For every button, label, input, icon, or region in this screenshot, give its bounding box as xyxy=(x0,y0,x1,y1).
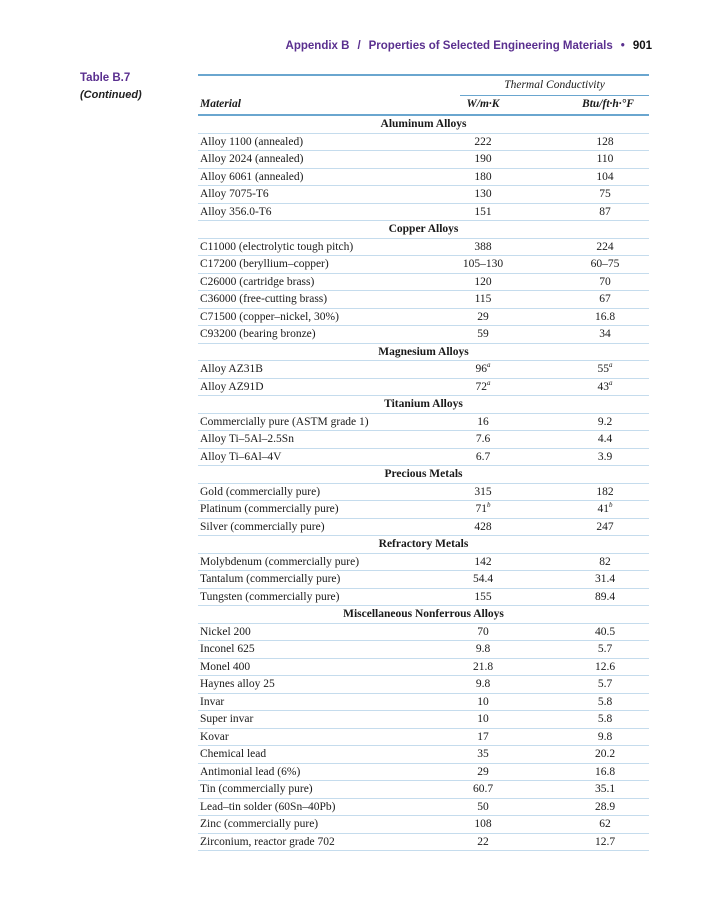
table-row xyxy=(198,361,649,379)
si-value: 130 xyxy=(474,188,492,200)
table-row xyxy=(198,239,649,257)
si-value: 17 xyxy=(477,730,489,743)
footnote-marker: a xyxy=(609,361,613,370)
si-value-cell xyxy=(448,746,518,764)
material-cell: Tantalum (commercially pure) xyxy=(200,573,341,585)
si-value-cell xyxy=(448,449,518,467)
group-heading: Precious Metals xyxy=(198,466,649,484)
si-value: 22 xyxy=(477,835,489,848)
si-value: 9.8 xyxy=(475,678,491,690)
si-value-cell xyxy=(448,624,518,642)
us-value-cell xyxy=(570,659,640,677)
material-cell: Alloy 356.0-T6 xyxy=(200,205,272,218)
si-value-cell xyxy=(448,676,518,694)
us-value-cell xyxy=(570,431,640,449)
us-value: 82 xyxy=(599,555,611,568)
si-value-cell xyxy=(448,274,518,292)
us-value-cell xyxy=(570,676,640,694)
material-cell: Alloy AZ31B xyxy=(200,363,263,375)
si-value-cell xyxy=(448,571,518,589)
table-row xyxy=(198,729,649,747)
us-value-cell xyxy=(570,781,640,799)
si-value: 428 xyxy=(474,520,492,533)
si-value-cell xyxy=(448,694,518,712)
us-value-cell xyxy=(570,256,640,274)
si-value-cell xyxy=(448,309,518,327)
us-value-cell xyxy=(570,484,640,502)
header-separator: / xyxy=(357,40,361,52)
material-cell: Chemical lead xyxy=(200,748,267,760)
us-value: 34 xyxy=(599,328,611,340)
us-value: 3.9 xyxy=(597,450,613,463)
si-value-cell xyxy=(448,169,518,187)
us-value: 28.9 xyxy=(594,800,616,813)
table-row xyxy=(198,694,649,712)
us-value: 5.8 xyxy=(597,713,613,725)
material-cell: Alloy Ti–6Al–4V xyxy=(200,450,282,463)
si-value: 10 xyxy=(477,695,489,708)
table-row xyxy=(198,746,649,764)
si-value: 120 xyxy=(474,275,492,288)
us-value: 5.8 xyxy=(597,695,613,708)
si-value: 29 xyxy=(477,765,489,778)
si-value: 180 xyxy=(474,170,492,183)
material-cell: Nickel 200 xyxy=(200,625,251,638)
group-heading: Magnesium Alloys xyxy=(198,344,649,362)
us-value-cell xyxy=(570,326,640,344)
group-heading: Copper Alloys xyxy=(198,221,649,239)
material-cell: Antimonial lead (6%) xyxy=(200,765,301,778)
table-row xyxy=(198,624,649,642)
table-row xyxy=(198,151,649,169)
us-value-cell xyxy=(570,379,640,397)
material-cell: Zinc (commercially pure) xyxy=(200,818,319,830)
si-value-cell xyxy=(448,239,518,257)
si-value: 70 xyxy=(477,625,489,638)
us-value-cell xyxy=(570,361,640,379)
material-cell: Alloy 6061 (annealed) xyxy=(200,170,304,183)
us-value-cell xyxy=(570,519,640,537)
us-value-cell xyxy=(570,501,640,519)
si-value: 155 xyxy=(474,590,492,603)
table-row xyxy=(198,431,649,449)
us-value: 87 xyxy=(599,205,611,218)
table-row xyxy=(198,169,649,187)
table-row xyxy=(198,379,649,397)
si-value-cell xyxy=(448,256,518,274)
material-cell: Gold (commercially pure) xyxy=(200,485,321,498)
si-value: 16 xyxy=(477,415,489,428)
table-row xyxy=(198,414,649,432)
us-value-cell xyxy=(570,169,640,187)
si-value: 35 xyxy=(477,748,489,760)
si-value: 54.4 xyxy=(472,573,494,585)
table-row xyxy=(198,309,649,327)
us-value: 5.7 xyxy=(597,678,613,690)
material-cell: Alloy AZ91D xyxy=(200,380,264,393)
footnote-marker: a xyxy=(487,361,491,370)
si-value: 151 xyxy=(474,205,492,218)
us-value: 31.4 xyxy=(594,573,616,585)
us-value: 40.5 xyxy=(594,625,616,638)
us-value: 247 xyxy=(596,520,614,533)
material-cell: Alloy Ti–5Al–2.5Sn xyxy=(200,433,294,445)
us-value-cell xyxy=(570,151,640,169)
si-value: 71 xyxy=(475,503,487,515)
us-value-cell xyxy=(570,309,640,327)
si-value-cell xyxy=(448,781,518,799)
thermal-conductivity-header: Thermal Conductivity xyxy=(504,79,605,91)
us-value: 55 xyxy=(597,363,609,375)
table-body xyxy=(198,116,649,851)
us-value: 182 xyxy=(596,485,614,498)
group-heading: Refractory Metals xyxy=(198,536,649,554)
table-row xyxy=(198,291,649,309)
us-value-cell xyxy=(570,711,640,729)
footnote-marker: a xyxy=(487,378,491,387)
si-value: 72 xyxy=(475,380,487,393)
table-label: Table B.7 xyxy=(80,72,131,84)
header-bullet: • xyxy=(620,40,625,52)
material-cell: C93200 (bearing bronze) xyxy=(200,328,316,340)
us-value: 70 xyxy=(599,275,611,288)
si-value-cell xyxy=(448,501,518,519)
material-cell: Haynes alloy 25 xyxy=(200,678,275,690)
us-value: 12.6 xyxy=(594,660,616,673)
si-value-cell xyxy=(448,204,518,222)
us-value-cell xyxy=(570,746,640,764)
us-value: 67 xyxy=(599,293,611,305)
material-cell: C26000 (cartridge brass) xyxy=(200,275,315,288)
material-cell: Alloy 2024 (annealed) xyxy=(200,153,304,165)
material-cell: Alloy 7075-T6 xyxy=(200,188,269,200)
us-value: 16.8 xyxy=(594,310,616,323)
si-value: 9.8 xyxy=(475,643,491,655)
footnote-marker: b xyxy=(609,501,613,510)
us-value: 41 xyxy=(597,503,609,515)
us-value-cell xyxy=(570,414,640,432)
si-value-cell xyxy=(448,431,518,449)
appendix-label: Appendix B xyxy=(285,40,350,52)
us-value-cell xyxy=(570,291,640,309)
material-cell: Tin (commercially pure) xyxy=(200,783,313,795)
us-unit-column-header: Btu/ft·h·°F xyxy=(582,98,634,110)
table-row xyxy=(198,326,649,344)
si-value: 60.7 xyxy=(472,783,494,795)
us-value: 9.8 xyxy=(597,730,613,743)
us-value-cell xyxy=(570,834,640,852)
si-value-cell xyxy=(448,659,518,677)
material-cell: Molybdenum (commercially pure) xyxy=(200,555,360,568)
si-value-cell xyxy=(448,764,518,782)
us-value: 9.2 xyxy=(597,415,613,428)
us-value: 60–75 xyxy=(590,258,620,270)
si-value-cell xyxy=(448,361,518,379)
si-value-cell xyxy=(448,816,518,834)
table-row xyxy=(198,449,649,467)
us-value-cell xyxy=(570,134,640,152)
si-value: 115 xyxy=(474,293,492,305)
si-value-cell xyxy=(448,711,518,729)
material-cell: Platinum (commercially pure) xyxy=(200,503,339,515)
si-value: 21.8 xyxy=(472,660,494,673)
us-value: 224 xyxy=(596,240,614,253)
table-row xyxy=(198,659,649,677)
table-row xyxy=(198,571,649,589)
si-value-cell xyxy=(448,729,518,747)
si-value: 315 xyxy=(474,485,492,498)
table-row xyxy=(198,204,649,222)
si-value-cell xyxy=(448,291,518,309)
si-value-cell xyxy=(448,151,518,169)
material-cell: Kovar xyxy=(200,730,229,743)
material-column-header: Material xyxy=(200,98,241,110)
us-value: 35.1 xyxy=(594,783,616,795)
si-value-cell xyxy=(448,589,518,607)
table-row xyxy=(198,501,649,519)
table-column-header xyxy=(198,96,649,116)
si-value-cell xyxy=(448,799,518,817)
table-group-header xyxy=(198,76,649,96)
us-value: 12.7 xyxy=(594,835,616,848)
us-value: 75 xyxy=(599,188,611,200)
si-value: 96 xyxy=(475,363,487,375)
material-cell: Monel 400 xyxy=(200,660,251,673)
material-cell: Lead–tin solder (60Sn–40Pb) xyxy=(200,800,336,813)
material-cell: C17200 (beryllium–copper) xyxy=(200,258,329,270)
si-value: 108 xyxy=(474,818,492,830)
si-value: 190 xyxy=(474,153,492,165)
us-value: 128 xyxy=(596,135,614,148)
table-row xyxy=(198,799,649,817)
us-value: 104 xyxy=(596,170,614,183)
si-value: 142 xyxy=(474,555,492,568)
table-row xyxy=(198,274,649,292)
group-heading: Titanium Alloys xyxy=(198,396,649,414)
material-cell: Inconel 625 xyxy=(200,643,255,655)
si-value: 29 xyxy=(477,310,489,323)
us-value-cell xyxy=(570,554,640,572)
us-value-cell xyxy=(570,274,640,292)
us-value: 4.4 xyxy=(597,433,613,445)
material-cell: C71500 (copper–nickel, 30%) xyxy=(200,310,339,323)
si-value-cell xyxy=(448,186,518,204)
table-row xyxy=(198,834,649,852)
material-cell: Tungsten (commercially pure) xyxy=(200,590,340,603)
material-cell: Silver (commercially pure) xyxy=(200,520,325,533)
footnote-marker: b xyxy=(487,501,491,510)
us-value-cell xyxy=(570,204,640,222)
table-row xyxy=(198,186,649,204)
si-value-cell xyxy=(448,134,518,152)
us-value: 16.8 xyxy=(594,765,616,778)
us-value-cell xyxy=(570,239,640,257)
thermal-conductivity-table xyxy=(198,74,649,851)
si-value: 10 xyxy=(477,713,489,725)
us-value-cell xyxy=(570,449,640,467)
si-value-cell xyxy=(448,414,518,432)
si-value: 6.7 xyxy=(475,450,491,463)
running-header xyxy=(0,40,652,52)
material-cell: Zirconium, reactor grade 702 xyxy=(200,835,335,848)
table-row xyxy=(198,764,649,782)
material-cell: C36000 (free-cutting brass) xyxy=(200,293,328,305)
us-value: 110 xyxy=(596,153,614,165)
us-value-cell xyxy=(570,641,640,659)
si-value-cell xyxy=(448,641,518,659)
material-cell: Alloy 1100 (annealed) xyxy=(200,135,304,148)
si-value-cell xyxy=(448,519,518,537)
us-value-cell xyxy=(570,186,640,204)
table-row xyxy=(198,676,649,694)
si-unit-column-header: W/m·K xyxy=(466,98,500,110)
si-value-cell xyxy=(448,834,518,852)
us-value-cell xyxy=(570,816,640,834)
us-value: 62 xyxy=(599,818,611,830)
us-value: 5.7 xyxy=(597,643,613,655)
si-value: 50 xyxy=(477,800,489,813)
table-row xyxy=(198,589,649,607)
material-cell: Invar xyxy=(200,695,225,708)
table-row xyxy=(198,816,649,834)
si-value-cell xyxy=(448,379,518,397)
material-cell: C11000 (electrolytic tough pitch) xyxy=(200,240,354,253)
si-value: 222 xyxy=(474,135,492,148)
footnote-marker: a xyxy=(609,378,613,387)
table-row xyxy=(198,554,649,572)
table-row xyxy=(198,641,649,659)
table-row xyxy=(198,711,649,729)
us-value-cell xyxy=(570,729,640,747)
material-cell: Super invar xyxy=(200,713,254,725)
us-value: 89.4 xyxy=(594,590,616,603)
group-heading: Aluminum Alloys xyxy=(198,116,649,134)
us-value-cell xyxy=(570,589,640,607)
si-value: 105–130 xyxy=(462,258,504,270)
si-value: 7.6 xyxy=(475,433,491,445)
us-value-cell xyxy=(570,571,640,589)
table-row xyxy=(198,519,649,537)
page-number: 901 xyxy=(632,40,652,52)
table-row xyxy=(198,134,649,152)
si-value-cell xyxy=(448,484,518,502)
table-row xyxy=(198,484,649,502)
si-value-cell xyxy=(448,554,518,572)
us-value: 43 xyxy=(597,380,609,393)
si-value-cell xyxy=(448,326,518,344)
group-heading: Miscellaneous Nonferrous Alloys xyxy=(198,606,649,624)
si-value: 59 xyxy=(477,328,489,340)
table-continued-note: (Continued) xyxy=(80,89,142,101)
us-value: 20.2 xyxy=(594,748,616,760)
table-row xyxy=(198,781,649,799)
us-value-cell xyxy=(570,624,640,642)
us-value-cell xyxy=(570,694,640,712)
table-row xyxy=(198,256,649,274)
us-value-cell xyxy=(570,799,640,817)
si-value: 388 xyxy=(474,240,492,253)
appendix-title: Properties of Selected Engineering Materials xyxy=(368,40,613,52)
us-value-cell xyxy=(570,764,640,782)
material-cell: Commercially pure (ASTM grade 1) xyxy=(200,415,369,428)
